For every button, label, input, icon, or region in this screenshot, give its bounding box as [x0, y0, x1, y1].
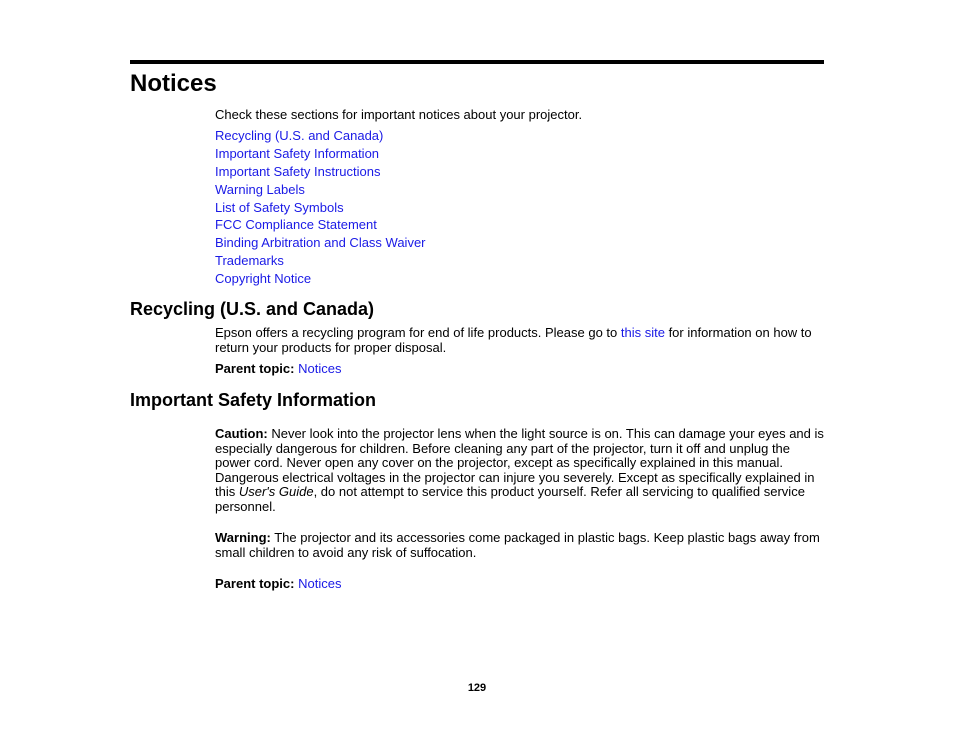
parent-topic-notices-link[interactable]: Notices	[298, 576, 342, 591]
caution-text-end: , do not attempt to service this product yourself. Refer all servicing to qualified service personnel.	[215, 484, 805, 514]
caution-text: Never look into the projector lens when the light source is on. This can damage your eyes and is especially dangerous for children. Before cleaning any part of the projector, turn it off and unplug the power cord. Never open any cover on the projector, except as specifically explained in this manual. Dangerous electrical voltages in the projector can injure you severely. Except as specifically explained in this	[215, 426, 824, 499]
recycling-heading: Recycling (U.S. and Canada)	[130, 299, 375, 319]
parent-topic-label: Parent topic:	[215, 361, 295, 376]
list-item	[215, 127, 426, 145]
link-recycling[interactable]: Recycling (U.S. and Canada)	[215, 128, 384, 143]
link-copyright-notice[interactable]: Copyright Notice	[215, 271, 312, 287]
intro-text: Check these sections for important notices about your projector.	[215, 107, 583, 122]
warning-paragraph	[215, 531, 825, 560]
list-item	[215, 181, 426, 199]
parent-topic-label: Parent topic:	[215, 576, 295, 591]
link-important-safety-instructions[interactable]: Important Safety Instructions	[215, 163, 381, 179]
list-item	[215, 252, 426, 270]
list-item	[215, 199, 426, 217]
caution-label: Caution:	[215, 426, 268, 441]
safety-parent-topic	[215, 577, 825, 592]
list-item	[215, 270, 426, 288]
list-item	[215, 163, 426, 181]
recycling-paragraph	[215, 326, 825, 355]
list-item	[215, 145, 426, 163]
warning-text: The projector and its accessories come packaged in plastic bags. Keep plastic bags away from small children to avoid any risk of suffocation.	[215, 530, 820, 560]
title-rule	[130, 60, 824, 64]
list-item	[215, 216, 426, 234]
caution-paragraph	[215, 427, 825, 514]
parent-topic-notices-link[interactable]: Notices	[298, 361, 342, 376]
link-important-safety-information[interactable]: Important Safety Information	[215, 145, 380, 161]
page-number: 129	[467, 682, 487, 694]
list-item	[215, 234, 426, 252]
safety-heading: Important Safety Information	[130, 390, 377, 410]
link-fcc-compliance[interactable]: FCC Compliance Statement	[215, 217, 377, 233]
page-title: Notices	[130, 70, 217, 97]
link-safety-symbols[interactable]: List of Safety Symbols	[215, 199, 344, 215]
users-guide-title: User's Guide	[238, 484, 314, 499]
link-warning-labels[interactable]: Warning Labels	[215, 181, 305, 197]
link-binding-arbitration[interactable]: Binding Arbitration and Class Waiver	[215, 235, 426, 251]
section-link-list	[215, 127, 426, 288]
recycling-text-start: Epson offers a recycling program for end of life products. Please go to	[215, 325, 621, 340]
warning-label: Warning:	[215, 530, 271, 545]
this-site-link[interactable]: this site	[620, 325, 665, 340]
link-trademarks[interactable]: Trademarks	[215, 253, 284, 269]
recycling-text-end: for information on how to return your products for proper disposal.	[215, 325, 812, 355]
recycling-parent-topic	[215, 362, 825, 377]
